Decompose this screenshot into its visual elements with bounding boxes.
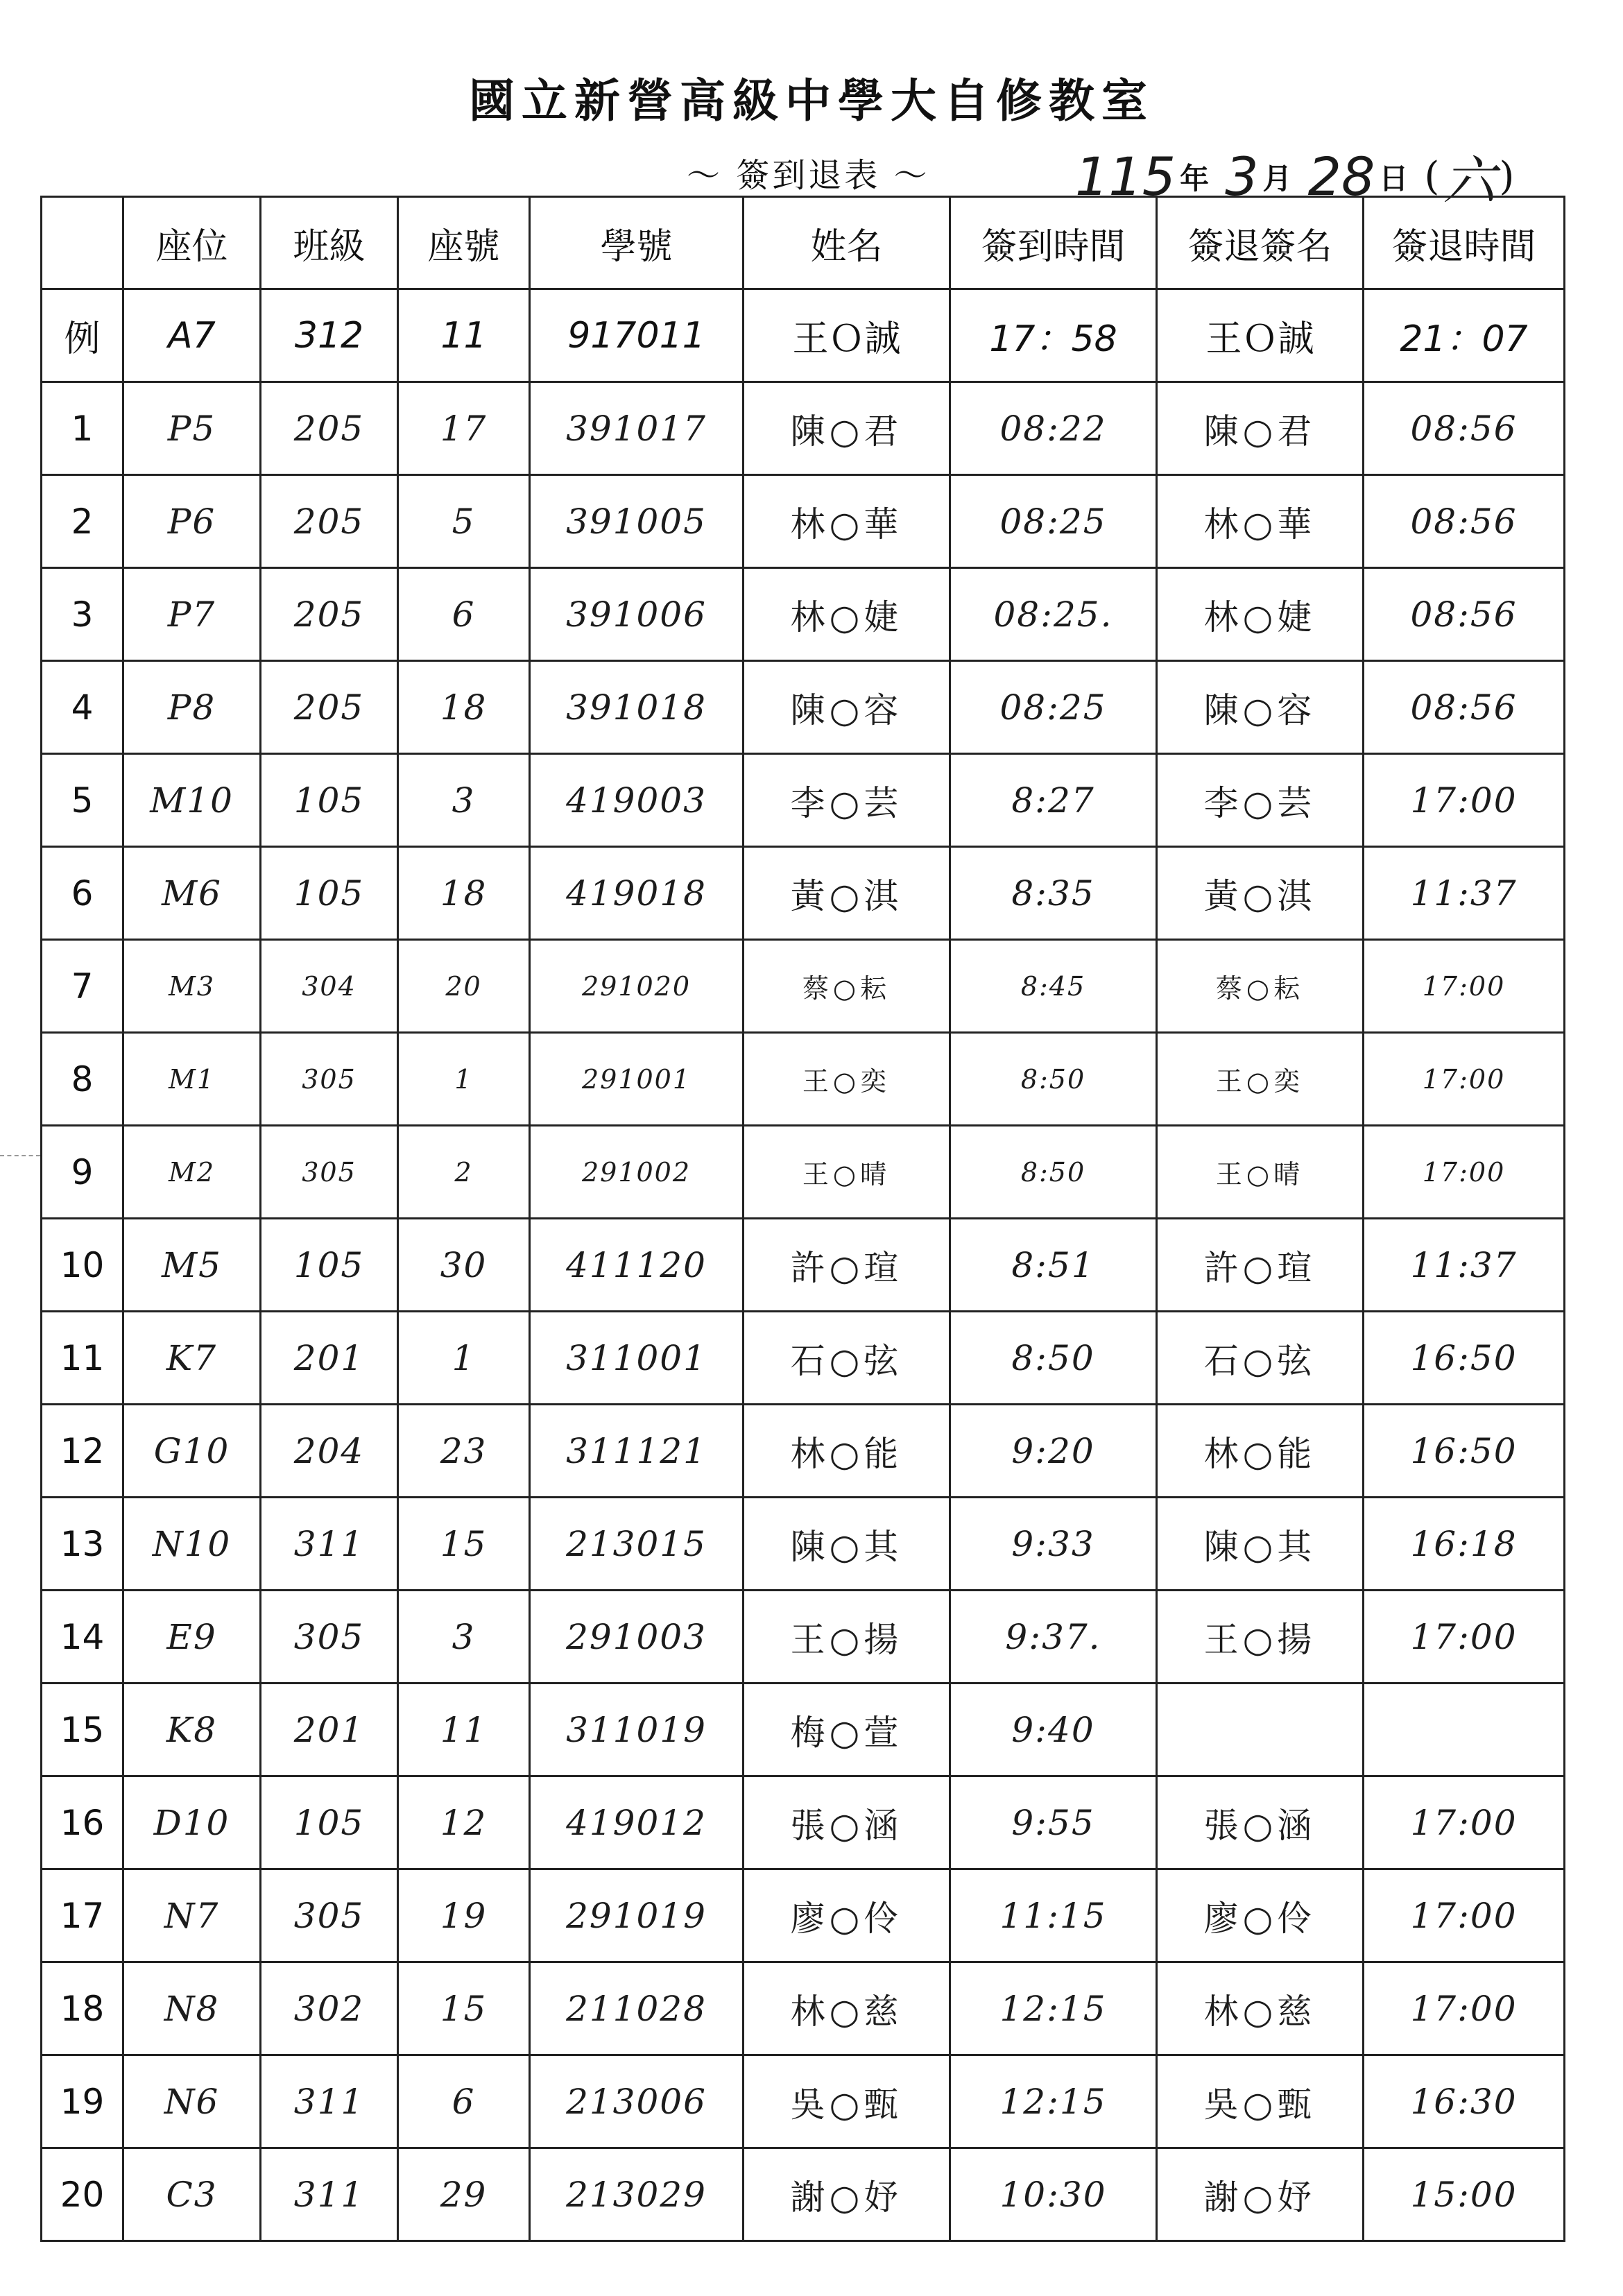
table-cell: 17:00 bbox=[1364, 1033, 1565, 1126]
table-cell: 16:50 bbox=[1364, 1405, 1565, 1498]
table-cell: C3 bbox=[123, 2148, 261, 2241]
table-cell: 黃○淇 bbox=[1157, 847, 1364, 940]
table-cell: 陳○君 bbox=[1157, 382, 1364, 475]
date-day-unit: 日 bbox=[1379, 161, 1409, 196]
table-cell: 1 bbox=[398, 1312, 530, 1405]
table-cell: 3 bbox=[42, 568, 123, 661]
table-cell: 08:56 bbox=[1364, 568, 1565, 661]
table-cell: 305 bbox=[261, 1591, 398, 1684]
table-cell: 12:15 bbox=[950, 1962, 1157, 2055]
table-cell: M3 bbox=[123, 940, 261, 1033]
table-cell: 7 bbox=[42, 940, 123, 1033]
table-cell: 8 bbox=[42, 1033, 123, 1126]
table-cell: A7 bbox=[123, 289, 261, 382]
table-cell: 18 bbox=[398, 847, 530, 940]
table-cell: 1 bbox=[42, 382, 123, 475]
table-cell: 王Ｏ誠 bbox=[1157, 289, 1364, 382]
table-cell: 12:15 bbox=[950, 2055, 1157, 2148]
table-row bbox=[42, 382, 1565, 475]
table-row bbox=[42, 475, 1565, 568]
table-cell: 11 bbox=[42, 1312, 123, 1405]
table-cell: 王○奕 bbox=[744, 1033, 950, 1126]
table-row bbox=[42, 1126, 1565, 1219]
table-cell: 14 bbox=[42, 1591, 123, 1684]
table-cell: 17:00 bbox=[1364, 754, 1565, 847]
table-row bbox=[42, 1498, 1565, 1591]
table-cell: 419003 bbox=[530, 754, 744, 847]
table-row bbox=[42, 1776, 1565, 1869]
table-cell: 6 bbox=[398, 568, 530, 661]
table-row bbox=[42, 1405, 1565, 1498]
table-cell: N10 bbox=[123, 1498, 261, 1591]
table-cell: 311019 bbox=[530, 1684, 744, 1776]
table-cell: 15 bbox=[398, 1498, 530, 1591]
table-cell: 8:45 bbox=[950, 940, 1157, 1033]
table-cell: 6 bbox=[398, 2055, 530, 2148]
table-cell: 許○瑄 bbox=[1157, 1219, 1364, 1312]
table-cell: 391018 bbox=[530, 661, 744, 754]
table-cell: 213015 bbox=[530, 1498, 744, 1591]
table-cell: 吳○甄 bbox=[744, 2055, 950, 2148]
date-weekday: 六 bbox=[1443, 150, 1496, 212]
table-cell: 11 bbox=[398, 1684, 530, 1776]
table-cell: 6 bbox=[42, 847, 123, 940]
table-cell: 謝○妤 bbox=[744, 2148, 950, 2241]
table-cell: 312 bbox=[261, 289, 398, 382]
table-row bbox=[42, 1869, 1565, 1962]
table-cell: 李○芸 bbox=[744, 754, 950, 847]
sign-in-table bbox=[40, 196, 1565, 2242]
table-cell: 304 bbox=[261, 940, 398, 1033]
table-cell: 105 bbox=[261, 754, 398, 847]
date-year-unit: 年 bbox=[1180, 161, 1210, 196]
table-cell: 8:27 bbox=[950, 754, 1157, 847]
table-cell: 12 bbox=[398, 1776, 530, 1869]
table-cell: 3 bbox=[398, 1591, 530, 1684]
table-cell: 16 bbox=[42, 1776, 123, 1869]
table-cell: 王○奕 bbox=[1157, 1033, 1364, 1126]
table-cell: 石○弦 bbox=[744, 1312, 950, 1405]
table-cell: M6 bbox=[123, 847, 261, 940]
table-cell: P5 bbox=[123, 382, 261, 475]
table-row bbox=[42, 1219, 1565, 1312]
table-cell: 291020 bbox=[530, 940, 744, 1033]
table-cell: 17:00 bbox=[1364, 1962, 1565, 2055]
table-cell: 291019 bbox=[530, 1869, 744, 1962]
table-cell: 9:55 bbox=[950, 1776, 1157, 1869]
table-cell: 291002 bbox=[530, 1126, 744, 1219]
table-row bbox=[42, 847, 1565, 940]
table-cell: D10 bbox=[123, 1776, 261, 1869]
table-cell: 17 bbox=[398, 382, 530, 475]
table-cell: 311 bbox=[261, 2055, 398, 2148]
table-cell: 311001 bbox=[530, 1312, 744, 1405]
table-cell: 林○能 bbox=[1157, 1405, 1364, 1498]
table-cell: 4 bbox=[42, 661, 123, 754]
table-cell: 08:25. bbox=[950, 568, 1157, 661]
header-cell-class: 班級 bbox=[261, 197, 398, 289]
table-cell: 305 bbox=[261, 1869, 398, 1962]
table-cell: 陳○其 bbox=[1157, 1498, 1364, 1591]
table-cell: 30 bbox=[398, 1219, 530, 1312]
table-row bbox=[42, 1962, 1565, 2055]
header-cell-seat-number: 座號 bbox=[398, 197, 530, 289]
table-cell: 陳○其 bbox=[744, 1498, 950, 1591]
table-cell: 917011 bbox=[530, 289, 744, 382]
table-cell: 王○揚 bbox=[1157, 1591, 1364, 1684]
table-cell: 17：58 bbox=[950, 289, 1157, 382]
table-cell bbox=[1364, 1684, 1565, 1776]
table-cell: P6 bbox=[123, 475, 261, 568]
header-cell-name: 姓名 bbox=[744, 197, 950, 289]
table-cell: 8:35 bbox=[950, 847, 1157, 940]
date-month-unit: 月 bbox=[1262, 161, 1292, 196]
table-cell: 林○婕 bbox=[1157, 568, 1364, 661]
table-cell: 9:33 bbox=[950, 1498, 1157, 1591]
date-year: 115 bbox=[1075, 146, 1176, 207]
table-cell: 蔡○耘 bbox=[1157, 940, 1364, 1033]
table-cell: 201 bbox=[261, 1312, 398, 1405]
table-cell: 8:50 bbox=[950, 1126, 1157, 1219]
table-row bbox=[42, 940, 1565, 1033]
table-cell: 15:00 bbox=[1364, 2148, 1565, 2241]
table-cell: M2 bbox=[123, 1126, 261, 1219]
table-cell: 08:56 bbox=[1364, 475, 1565, 568]
table-cell: 李○芸 bbox=[1157, 754, 1364, 847]
table-cell: 21：07 bbox=[1364, 289, 1565, 382]
table-cell: 9:40 bbox=[950, 1684, 1157, 1776]
table-cell: 105 bbox=[261, 847, 398, 940]
table-row bbox=[42, 1684, 1565, 1776]
table-cell: 411120 bbox=[530, 1219, 744, 1312]
table-cell: G10 bbox=[123, 1405, 261, 1498]
date-paren-open: ( bbox=[1424, 154, 1440, 199]
table-cell: 10:30 bbox=[950, 2148, 1157, 2241]
table-cell: 蔡○耘 bbox=[744, 940, 950, 1033]
table-cell: 18 bbox=[42, 1962, 123, 2055]
table-cell: 王○晴 bbox=[1157, 1126, 1364, 1219]
table-cell: 19 bbox=[42, 2055, 123, 2148]
table-cell: 2 bbox=[398, 1126, 530, 1219]
table-cell: 391006 bbox=[530, 568, 744, 661]
table-cell: 11 bbox=[398, 289, 530, 382]
table-cell: 8:50 bbox=[950, 1312, 1157, 1405]
table-cell: 12 bbox=[42, 1405, 123, 1498]
table-cell: 16:18 bbox=[1364, 1498, 1565, 1591]
table-cell: 9:20 bbox=[950, 1405, 1157, 1498]
header-row bbox=[42, 197, 1565, 289]
table-cell: M10 bbox=[123, 754, 261, 847]
table-cell: 1 bbox=[398, 1033, 530, 1126]
table-cell: 廖○伶 bbox=[1157, 1869, 1364, 1962]
table-cell: N8 bbox=[123, 1962, 261, 2055]
table-row bbox=[42, 1312, 1565, 1405]
table-cell: 5 bbox=[42, 754, 123, 847]
table-cell: 23 bbox=[398, 1405, 530, 1498]
table-row bbox=[42, 1591, 1565, 1684]
table-cell: 213029 bbox=[530, 2148, 744, 2241]
page-title: 國立新營高級中學大自修教室 bbox=[469, 74, 1154, 128]
table-cell: 105 bbox=[261, 1776, 398, 1869]
table-cell: 391017 bbox=[530, 382, 744, 475]
table-cell: 201 bbox=[261, 1684, 398, 1776]
table-cell: N6 bbox=[123, 2055, 261, 2148]
header-cell-student-id: 學號 bbox=[530, 197, 744, 289]
table-cell: 20 bbox=[398, 940, 530, 1033]
table-cell: 8:50 bbox=[950, 1033, 1157, 1126]
table-cell: N7 bbox=[123, 1869, 261, 1962]
table-cell: 419012 bbox=[530, 1776, 744, 1869]
table-cell: E9 bbox=[123, 1591, 261, 1684]
table-cell: 許○瑄 bbox=[744, 1219, 950, 1312]
table-cell: 王Ｏ誠 bbox=[744, 289, 950, 382]
table-cell: 17:00 bbox=[1364, 1869, 1565, 1962]
table-cell: 419018 bbox=[530, 847, 744, 940]
table-cell: 311121 bbox=[530, 1405, 744, 1498]
date-month: 3 bbox=[1225, 146, 1259, 207]
table-cell: 陳○容 bbox=[1157, 661, 1364, 754]
table-row bbox=[42, 2148, 1565, 2241]
table-cell: 17:00 bbox=[1364, 940, 1565, 1033]
table-cell: 17:00 bbox=[1364, 1591, 1565, 1684]
table-cell: 08:56 bbox=[1364, 382, 1565, 475]
margin-dash-mark bbox=[0, 1155, 40, 1156]
table-cell: 林○能 bbox=[744, 1405, 950, 1498]
table-cell: 例 bbox=[42, 289, 123, 382]
subtitle: ～ 簽到退表 ～ bbox=[687, 156, 930, 195]
table-cell: 15 bbox=[398, 1962, 530, 2055]
table-cell: 08:56 bbox=[1364, 661, 1565, 754]
table-cell: 11:15 bbox=[950, 1869, 1157, 1962]
table-cell: 王○晴 bbox=[744, 1126, 950, 1219]
table-cell: 391005 bbox=[530, 475, 744, 568]
table-cell: 08:25 bbox=[950, 475, 1157, 568]
table-cell: 張○涵 bbox=[744, 1776, 950, 1869]
table-cell: 305 bbox=[261, 1033, 398, 1126]
table-cell: M5 bbox=[123, 1219, 261, 1312]
table-cell: 19 bbox=[398, 1869, 530, 1962]
table-cell: P8 bbox=[123, 661, 261, 754]
table-cell: 20 bbox=[42, 2148, 123, 2241]
table-cell: 17:00 bbox=[1364, 1126, 1565, 1219]
table-cell: 105 bbox=[261, 1219, 398, 1312]
table-cell: 13 bbox=[42, 1498, 123, 1591]
table-cell: K8 bbox=[123, 1684, 261, 1776]
table-row bbox=[42, 568, 1565, 661]
table-row bbox=[42, 2055, 1565, 2148]
table-cell: 302 bbox=[261, 1962, 398, 2055]
table-cell: 林○婕 bbox=[744, 568, 950, 661]
table-cell: 陳○容 bbox=[744, 661, 950, 754]
table-cell bbox=[1157, 1684, 1364, 1776]
table-cell: 311 bbox=[261, 1498, 398, 1591]
table-cell: 11:37 bbox=[1364, 1219, 1565, 1312]
table-row bbox=[42, 1033, 1565, 1126]
table-cell: 15 bbox=[42, 1684, 123, 1776]
table-cell: 10 bbox=[42, 1219, 123, 1312]
table-row bbox=[42, 661, 1565, 754]
table-cell: 18 bbox=[398, 661, 530, 754]
table-cell: 廖○伶 bbox=[744, 1869, 950, 1962]
table-cell: 9:37. bbox=[950, 1591, 1157, 1684]
table-cell: 205 bbox=[261, 382, 398, 475]
table-cell: 205 bbox=[261, 475, 398, 568]
table-cell: 213006 bbox=[530, 2055, 744, 2148]
table-cell: 305 bbox=[261, 1126, 398, 1219]
table-cell: 8:51 bbox=[950, 1219, 1157, 1312]
table-cell: 5 bbox=[398, 475, 530, 568]
table-cell: 311 bbox=[261, 2148, 398, 2241]
example-row bbox=[42, 289, 1565, 382]
table-cell: P7 bbox=[123, 568, 261, 661]
table-cell: 石○弦 bbox=[1157, 1312, 1364, 1405]
table-cell: 16:30 bbox=[1364, 2055, 1565, 2148]
header-cell-index bbox=[42, 197, 123, 289]
table-cell: 291001 bbox=[530, 1033, 744, 1126]
table-cell: 2 bbox=[42, 475, 123, 568]
table-cell: M1 bbox=[123, 1033, 261, 1126]
table-cell: K7 bbox=[123, 1312, 261, 1405]
table-cell: 205 bbox=[261, 568, 398, 661]
table-cell: 梅○萱 bbox=[744, 1684, 950, 1776]
table-cell: 11:37 bbox=[1364, 847, 1565, 940]
table-cell: 291003 bbox=[530, 1591, 744, 1684]
table-cell: 211028 bbox=[530, 1962, 744, 2055]
table-cell: 林○慈 bbox=[744, 1962, 950, 2055]
table-cell: 王○揚 bbox=[744, 1591, 950, 1684]
date-day: 28 bbox=[1307, 146, 1375, 207]
table-cell: 29 bbox=[398, 2148, 530, 2241]
table-cell: 林○華 bbox=[1157, 475, 1364, 568]
table-cell: 205 bbox=[261, 661, 398, 754]
header-cell-sign-out-time: 簽退時間 bbox=[1364, 197, 1565, 289]
table-cell: 204 bbox=[261, 1405, 398, 1498]
header-cell-sign-in-time: 簽到時間 bbox=[950, 197, 1157, 289]
table-cell: 3 bbox=[398, 754, 530, 847]
table-cell: 黃○淇 bbox=[744, 847, 950, 940]
table-cell: 謝○妤 bbox=[1157, 2148, 1364, 2241]
table-cell: 陳○君 bbox=[744, 382, 950, 475]
table-cell: 9 bbox=[42, 1126, 123, 1219]
table-row bbox=[42, 754, 1565, 847]
header-cell-sign-out-signature: 簽退簽名 bbox=[1157, 197, 1364, 289]
table-cell: 08:22 bbox=[950, 382, 1157, 475]
header-cell-seat: 座位 bbox=[123, 197, 261, 289]
date-paren-close: ) bbox=[1499, 154, 1515, 199]
table-cell: 16:50 bbox=[1364, 1312, 1565, 1405]
table-cell: 林○慈 bbox=[1157, 1962, 1364, 2055]
table-cell: 17:00 bbox=[1364, 1776, 1565, 1869]
table-cell: 17 bbox=[42, 1869, 123, 1962]
table-cell: 張○涵 bbox=[1157, 1776, 1364, 1869]
table-cell: 吳○甄 bbox=[1157, 2055, 1364, 2148]
table-cell: 林○華 bbox=[744, 475, 950, 568]
table-cell: 08:25 bbox=[950, 661, 1157, 754]
